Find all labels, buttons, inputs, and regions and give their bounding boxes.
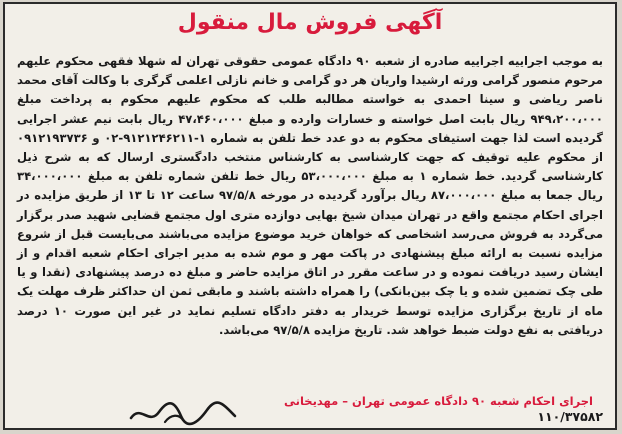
notice-code: ۱۱۰/۳۷۵۸۲: [537, 409, 603, 424]
notice-issuer: اجرای احکام شعبه ۹۰ دادگاه عمومی تهران – مهدیخانی: [284, 394, 593, 408]
notice-frame: [3, 2, 617, 430]
notice-body: به موجب اجراییه اجراییه صادره از شعبه ۹۰ دادگاه عمومی حقوقی تهران له شهلا فقهی محکوم علیهم مرحوم منصور گرامی ورثه ارشیدا واریان هر دو گرامی و خانم نازلی اعلمی گرگری با وکالت آقای محمد ناصر ریاضی و سینا احمدی به خواسته مطالبه طلب که محکوم علیهم محکوم به پرداخت مبلغ ۹۴۹،۲۰۰،۰۰۰ ریال بابت اصل خواسته و خسارات وارده و مبلغ ۴۷،۴۶۰،۰۰۰ ریال بابت نیم عشر اجرایی گردیده است لذا جهت استیفای محکوم به دو عدد خط تلفن به شماره ۱-۹۱۲۱۲۴۶۲۱۱-۰۲ و ۰۹۱۲۱۹۳۷۳۶ از محکوم علیه توقیف که جهت کارشناسی به کارشناس منتخب دادگستری ارسال که به شرح ذیل کارشناسی گردید. خط شماره ۱ به مبلغ ۵۳،۰۰۰،۰۰۰ ریال خط تلفن شماره تلفن به مبلغ ۳۴،۰۰۰،۰۰۰ ریال جمعا به مبلغ ۸۷،۰۰۰،۰۰۰ ریال برآورد گردیده در مورخه ۹۷/۵/۸ ساعت ۱۲ تا ۱۳ از طریق مزایده در اجرای احکام مجتمع واقع در تهران میدان شیخ بهایی دوازده متری اول مجتمع قضایی شهید صدر برگزار می‌گردد به فروش می‌رسد اشخاصی که خواهان خرید موضوع مزایده می‌باشند می‌بایست قبل از شروع مزایده نسبت به ارائه مبلغ پیشنهادی در پاکت مهر و موم شده به مدیر اجرای احکام شعبه اقدام و از ایشان رسید دریافت نموده و در ساعت مقرر در اتاق مزایده حاضر و مبلغ ده درصد پیشنهادی (نقدا و یا طی چک تضمین شده و یا چک بین‌بانکی) را همراه داشته باشند و مابقی ثمن ان حداکثر ظرف مهلت یک ماه از تاریخ برگزاری مزایده توسط خریدار به دفتر دادگاه تسلیم نماید در غیر این صورت ۱۰ درصد دریافتی به نفع دولت ضبط خواهد شد. تاریخ مزایده ۹۷/۵/۸ می‌باشد.: [17, 54, 604, 337]
notice-title: آگهی فروش مال منقول: [177, 10, 443, 35]
handwritten-signature-icon: [123, 398, 243, 428]
